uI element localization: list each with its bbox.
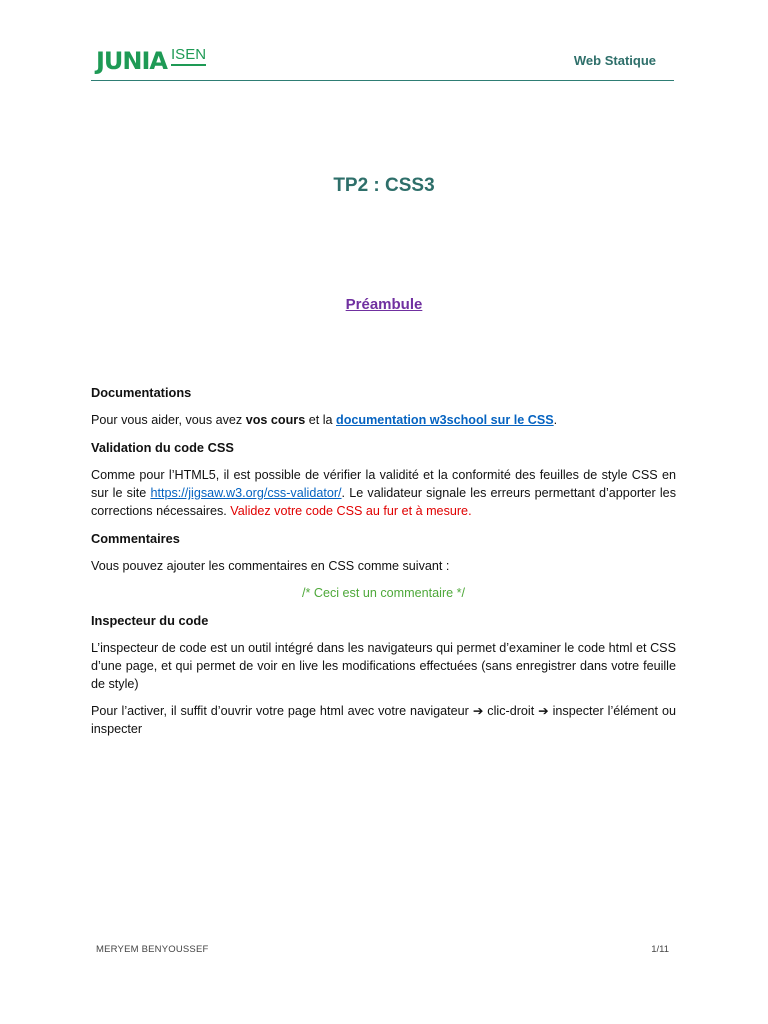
arrow-right-icon: ➔ bbox=[538, 704, 549, 718]
footer-author: MERYEM BENYOUSSEF bbox=[96, 944, 209, 955]
preamble-heading bbox=[0, 296, 768, 314]
inspecteur-text-c: inspecter l’élément ou inspecter bbox=[91, 704, 676, 736]
documentations-bold: vos cours bbox=[245, 413, 306, 427]
validation-paragraph bbox=[91, 466, 676, 520]
junia-isen-logo bbox=[96, 46, 206, 76]
validation-warning: Validez votre code CSS au fur et à mesure. bbox=[230, 504, 472, 518]
footer-page-number: 1/11 bbox=[651, 944, 669, 955]
w3school-link[interactable]: documentation w3school sur le CSS bbox=[336, 413, 554, 427]
section-heading-commentaires: Commentaires bbox=[91, 531, 180, 546]
document-title: TP2 : CSS3 bbox=[333, 175, 435, 196]
document-content bbox=[91, 384, 676, 738]
logo-junia-text: JUNIA bbox=[96, 47, 168, 75]
documentations-text-after: . bbox=[553, 413, 558, 427]
preamble-heading-text: Préambule bbox=[345, 296, 423, 313]
documentations-paragraph bbox=[91, 411, 676, 429]
inspecteur-paragraph-1: L’inspecteur de code est un outil intégré dans les navigateurs qui permet d’examiner le code html et CSS d’une page, et qui permet de voir en live les modifications effectuées (sans enregistrer dans votre feuille de style) bbox=[91, 641, 676, 691]
commentaires-paragraph: Vous pouvez ajouter les commentaires en CSS comme suivant : bbox=[91, 559, 450, 573]
inspecteur-paragraph-2 bbox=[91, 702, 676, 738]
validation-text-after: . Le validateur signale les erreurs permettant d’apporter les corrections nécessaires. bbox=[91, 486, 676, 518]
section-heading-validation: Validation du code CSS bbox=[91, 440, 234, 455]
page-header bbox=[91, 44, 674, 81]
arrow-right-icon: ➔ bbox=[472, 704, 484, 718]
inspecteur-text-a: Pour l’activer, il suffit d’ouvrir votre page html avec votre navigateur bbox=[91, 704, 473, 718]
logo-isen-text: ISEN bbox=[171, 46, 206, 66]
inspecteur-text-b: clic-droit bbox=[483, 704, 539, 718]
comment-code-example: /* Ceci est un commentaire */ bbox=[301, 586, 466, 600]
header-title: Web Statique bbox=[573, 53, 656, 68]
css-validator-link[interactable]: https://jigsaw.w3.org/css-validator/ bbox=[150, 486, 342, 500]
documentations-text-mid: et la bbox=[305, 413, 337, 427]
section-heading-inspecteur: Inspecteur du code bbox=[91, 613, 209, 628]
validation-text-before: Comme pour l’HTML5, il est possible de vérifier la validité et la conformité des feuilles de style CSS en sur le site bbox=[91, 468, 676, 500]
documentations-text-before: Pour vous aider, vous avez bbox=[91, 413, 246, 427]
section-heading-documentations: Documentations bbox=[91, 385, 192, 400]
